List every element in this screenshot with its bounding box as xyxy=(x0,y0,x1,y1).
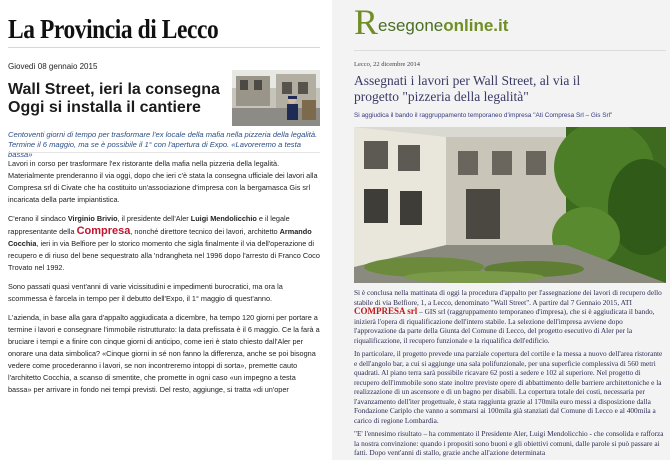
person-mendolicchio: Luigi Mendolicchio xyxy=(190,214,257,223)
p2-text-d: , nonché direttore tecnico dei lavori, architetto xyxy=(130,227,278,236)
right-article-panel xyxy=(332,0,670,460)
p2-text-b: , il presidente dell'Aler xyxy=(117,214,189,223)
body-paragraph-2: In particolare, il progetto prevede una parziale copertura del cortile e la messa a nuovo dell'area ristorante e dell'angolo bar, a cui si aggiunge una sala polifunzionale, per una superficie complessiva di 560 metri quadrati. Al piano terra sarà possibile ricavare 62 posti a sedere e 102 al superiore. Nel progetto di recupero dell'immobile sono state inoltre previste opere di abbattimento delle barriere architettoniche e la realizzazione di un ascensore e di un bagno per disabili. La copertura totale dei costi, necessaria per l'avanzamento dell'iter progettuale, è stata raggiunta grazie al 170mila euro messi a disposizione dalla Fondazione Cariplo che vanno a sommarsi ai 100mila già stanziati dal Comune di Lecco e al 400mila a carico di regione Lombardia. xyxy=(354,349,663,425)
body-paragraph-3: Sono passati quasi vent'anni di varie vicissitudini e impedimenti burocratici, ma ora la scommessa è farcela in tempo per il debutto dell'Expo, il 1° maggio di quest'anno. xyxy=(8,282,283,303)
article-title-line-1: Wall Street, ieri la consegna xyxy=(8,81,220,98)
p2-text-e: , ieri in via Belfiore per lo storico momento che sigla finalmente il via dell'operazione di recupero e di riuso del bene sequestrato alla 'ndrangheta nel 1996 dopo l'arresto di Franco Coco Trovato nel 1992. xyxy=(8,239,320,272)
p2-text-a: C'erano il sindaco xyxy=(8,214,66,223)
logo-word-esegone: esegone xyxy=(378,16,444,35)
body-paragraph-1 xyxy=(354,288,666,345)
abandoned-courtyard-image xyxy=(354,127,666,283)
article-subtitle: Si aggiudica il bando il raggruppamento temporaneo d'impresa "Ati Compresa Srl – Gis Srl" xyxy=(354,112,613,119)
left-article-panel xyxy=(0,0,329,460)
newspaper-header xyxy=(8,14,320,48)
person-brivio: Virginio Brivio xyxy=(67,214,118,223)
logo-letter-r: R xyxy=(354,2,379,42)
article-title-line-1: Assegnati i lavori per Wall Street, al via il xyxy=(354,73,581,88)
article-date: Lecco, 22 dicembre 2014 xyxy=(354,61,421,68)
header-rule xyxy=(354,50,666,51)
body-paragraph-4: L'azienda, in base alla gara d'appalto aggiudicata a dicembre, ha tempo 120 giorni per portare a termine i lavori e consegnare l'immobile ristrutturato: la data prefissata è il 6 maggio. Ce la farà a bruciare i tempi e a finire con cinque giorni di anticipo, come ieri è stato chiesto dall'Aler per onorare una data simbolica? «Cinque giorni in sé non fanno la differenza, anche se poi bisogna vedere come procederanno i lavori, se non incontreremo intoppi di sorta», premette cauto l'architetto Cocchia, a scanso di smentite, che promette in ogni caso «un impegno a testa bassa» per arrivare in fondo nei tempi previsti. Del resto, aggiunge, si tratta «di un'oper xyxy=(8,313,320,394)
logo-word-online: online.it xyxy=(443,16,509,35)
article-title xyxy=(8,81,220,117)
article-thumbnail-photo[interactable] xyxy=(232,70,320,126)
courtyard-photo[interactable] xyxy=(354,127,666,283)
company-highlight: COMPRESA srl xyxy=(354,306,418,316)
building-police-photo xyxy=(232,70,320,126)
article-subtitle: Centoventi giorni di tempo per trasformare l'ex locale della mafia nella pizzeria della legalità. Termine il 6 maggio, ma se è possibile il 1° con l'apertura di Expo. «Lavoreremo a testa bassa» xyxy=(8,130,318,159)
article-title-line-2: Oggi si installa il cantiere xyxy=(8,99,201,116)
article-body xyxy=(354,288,666,460)
company-highlight: Compresa xyxy=(76,225,131,237)
body-paragraph-3: "E' l'ennesimo risultato – ha commentato il Presidente Aler, Luigi Mendolicchio - che consolida e rafforza la nostra convinzione: quando i propositi sono buoni e gli obiettivi comuni, dalle parole si può passare ai fatti. Dopo vent'anni di stallo, grazie anche all'azione determinata xyxy=(354,429,664,457)
resegone-logo[interactable] xyxy=(354,4,508,40)
p1-text-b: – GIS srl (raggruppamento temporaneo d'impresa), che si è aggiudicata il bando, inizierà l'opera di riqualificazione dell'intero stabile. La selezione dell'impresa avviene dopo l'approvazione da parte della Giunta del Comune di Lecco, del progetto esecutivo di Aler per la riqualificazione, il recupero funzionale e la riqualifica dell'edificio. xyxy=(354,307,655,345)
body-paragraph-2 xyxy=(8,213,320,274)
subtitle-divider xyxy=(8,152,320,156)
body-paragraph-1: Lavori in corso per trasformare l'ex ristorante della mafia nella pizzeria della legalità. Materialmente prenderanno il via oggi, dopo che ieri c'è stata la consegna ufficiale dei lavori alla Compresa srl di Civate che ha costituito un'associazione d'impresa con la bergamasca Gis srl incaricata della parte impiantistica. xyxy=(8,159,318,204)
p2-text-c: e il legale rappresentante della xyxy=(8,214,290,236)
article-date: Giovedì 08 gennaio 2015 xyxy=(8,62,98,71)
article-body xyxy=(8,158,320,403)
p1-text-a: Si è conclusa nella mattinata di oggi la procedura d'appalto per l'assegnazione dei lavori di recupero dello stabile di via Belfiore, 1, a Lecco, denominato "Wall Street". A partire dal 7 Gennaio 2015, ATI xyxy=(354,288,662,307)
person-cocchia: Armando Cocchia xyxy=(8,227,312,248)
article-title[interactable] xyxy=(354,73,666,105)
article-title-line-2: progetto "pizzeria della legalità" xyxy=(354,89,529,104)
newspaper-logo[interactable]: La Provincia di Lecco xyxy=(8,14,219,44)
